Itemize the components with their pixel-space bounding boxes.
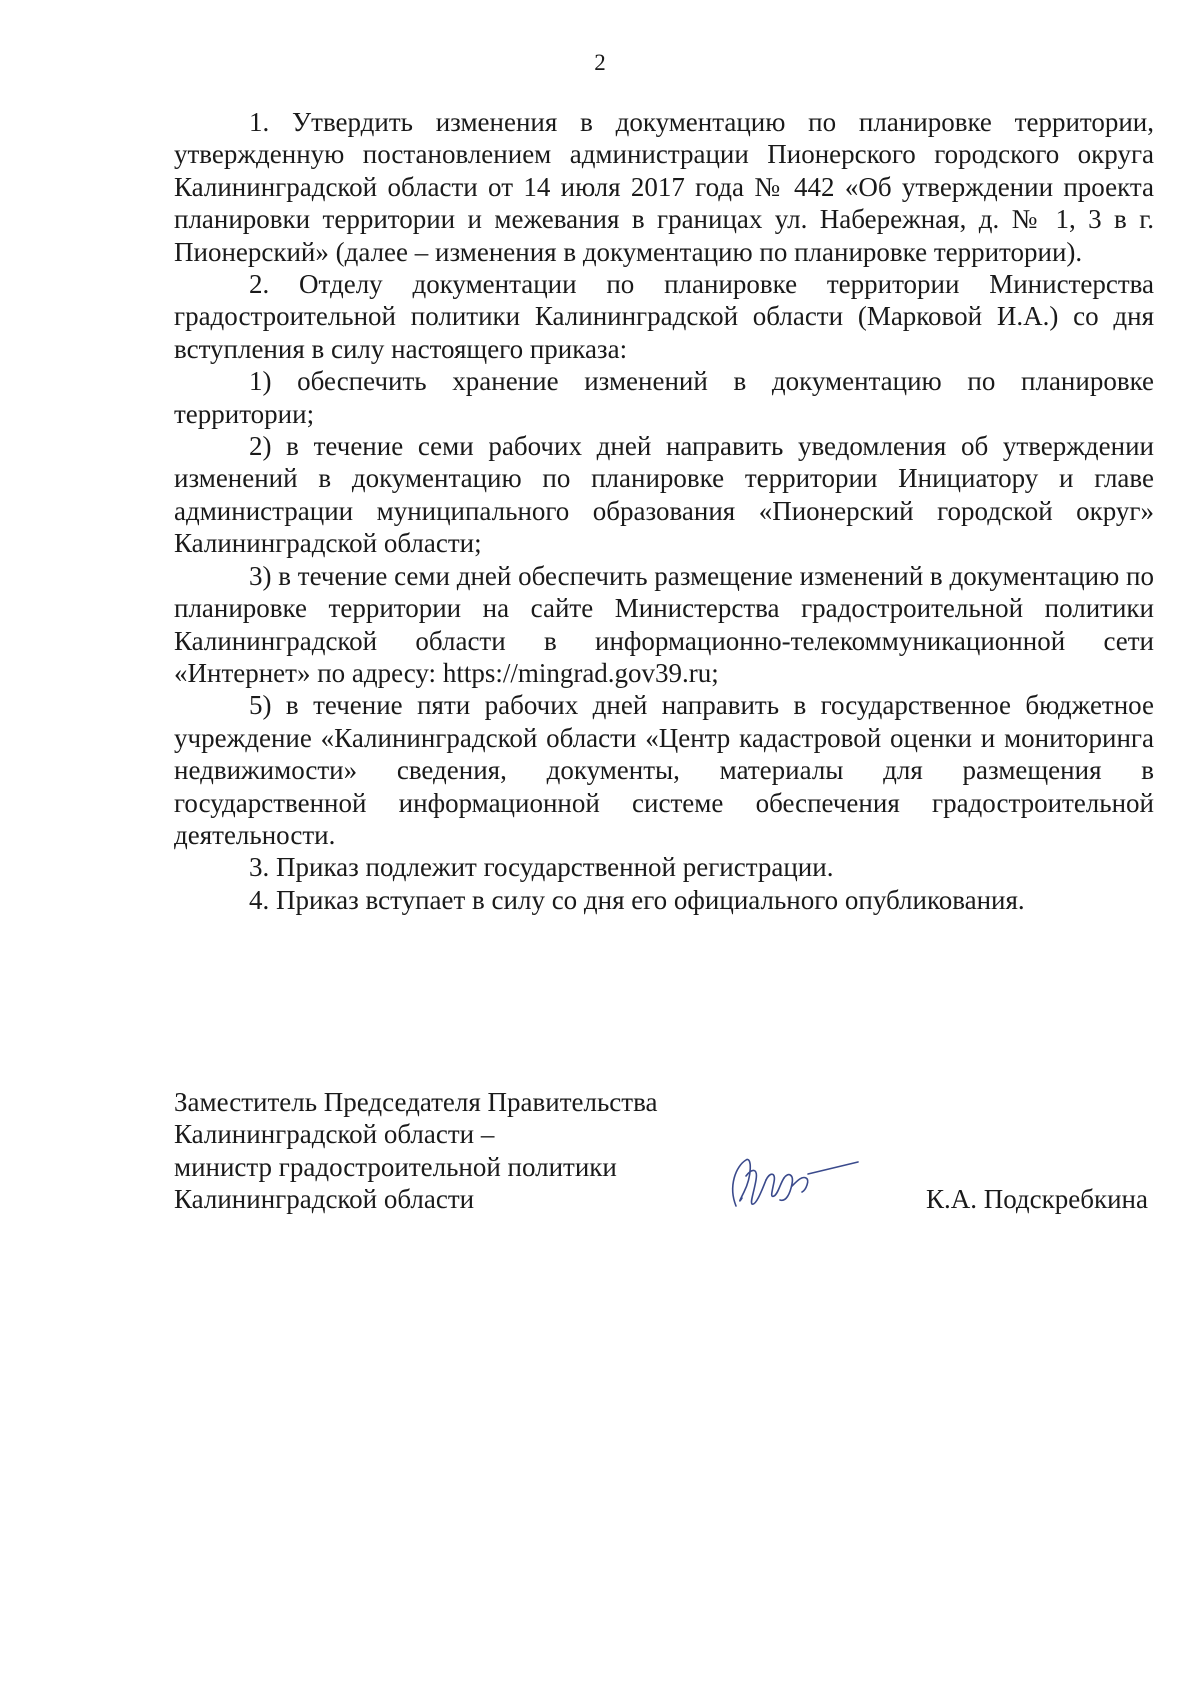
signer-position-line: Калининградской области –	[174, 1119, 495, 1150]
page-number: 2	[594, 50, 606, 75]
signer-position-line: Заместитель Председателя Правительства	[174, 1087, 658, 1117]
subitem-website-publication: 3) в течение семи дней обеспечить размещение изменений в документацию по планировке территории на сайте Министерства градостроительной политики Калининградской области в информационно-телекоммуникационной сети «Интернет» по адресу: https://mingrad.gov39.ru;	[174, 560, 1154, 688]
subitem-notifications: 2) в течение семи рабочих дней направить уведомления об утверждении изменений в документацию по планировке территории Инициатору и главе администрации муниципального образования «Пионерский городской округ» Калининградской области;	[174, 431, 1154, 559]
paragraph-effective-date: 4. Приказ вступает в силу со дня его официального опубликования.	[249, 884, 1025, 915]
signature-block	[174, 1086, 1154, 1216]
paragraph-approve-changes: 1. Утвердить изменения в документацию по планировке территории, утвержденную постановлением администрации Пионерского городского округа Калининградской области от 14 июля 2017 года № 442 «Об утверждении проекта планировки территории и межевания в границах ул. Набережная, д. № 1, 3 в г. Пионерский» (далее – изменения в документацию по планировке территории).	[174, 107, 1154, 267]
document-body	[174, 106, 1154, 916]
signer-position-line: Калининградской области	[174, 1184, 475, 1215]
handwritten-signature	[722, 1146, 862, 1216]
subitem-storage: 1) обеспечить хранение изменений в документацию по планировке территории;	[174, 366, 1154, 429]
subitem-information-system: 5) в течение пяти рабочих дней направить в государственное бюджетное учреждение «Калининградской области «Центр кадастровой оценки и мониторинга недвижимости» сведения, документы, материалы для размещения в государственной информационной системе обеспечения градостроительной деятельности.	[174, 690, 1154, 850]
signer-name: К.А. Подскребкина	[925, 1184, 1148, 1215]
signer-position-line: министр градостроительной политики	[174, 1151, 617, 1182]
paragraph-department-tasks: 2. Отделу документации по планировке территории Министерства градостроительной политики Калининградской области (Марковой И.А.) со дня вступления в силу настоящего приказа:	[174, 269, 1154, 364]
paragraph-registration: 3. Приказ подлежит государственной регистрации.	[249, 852, 834, 883]
